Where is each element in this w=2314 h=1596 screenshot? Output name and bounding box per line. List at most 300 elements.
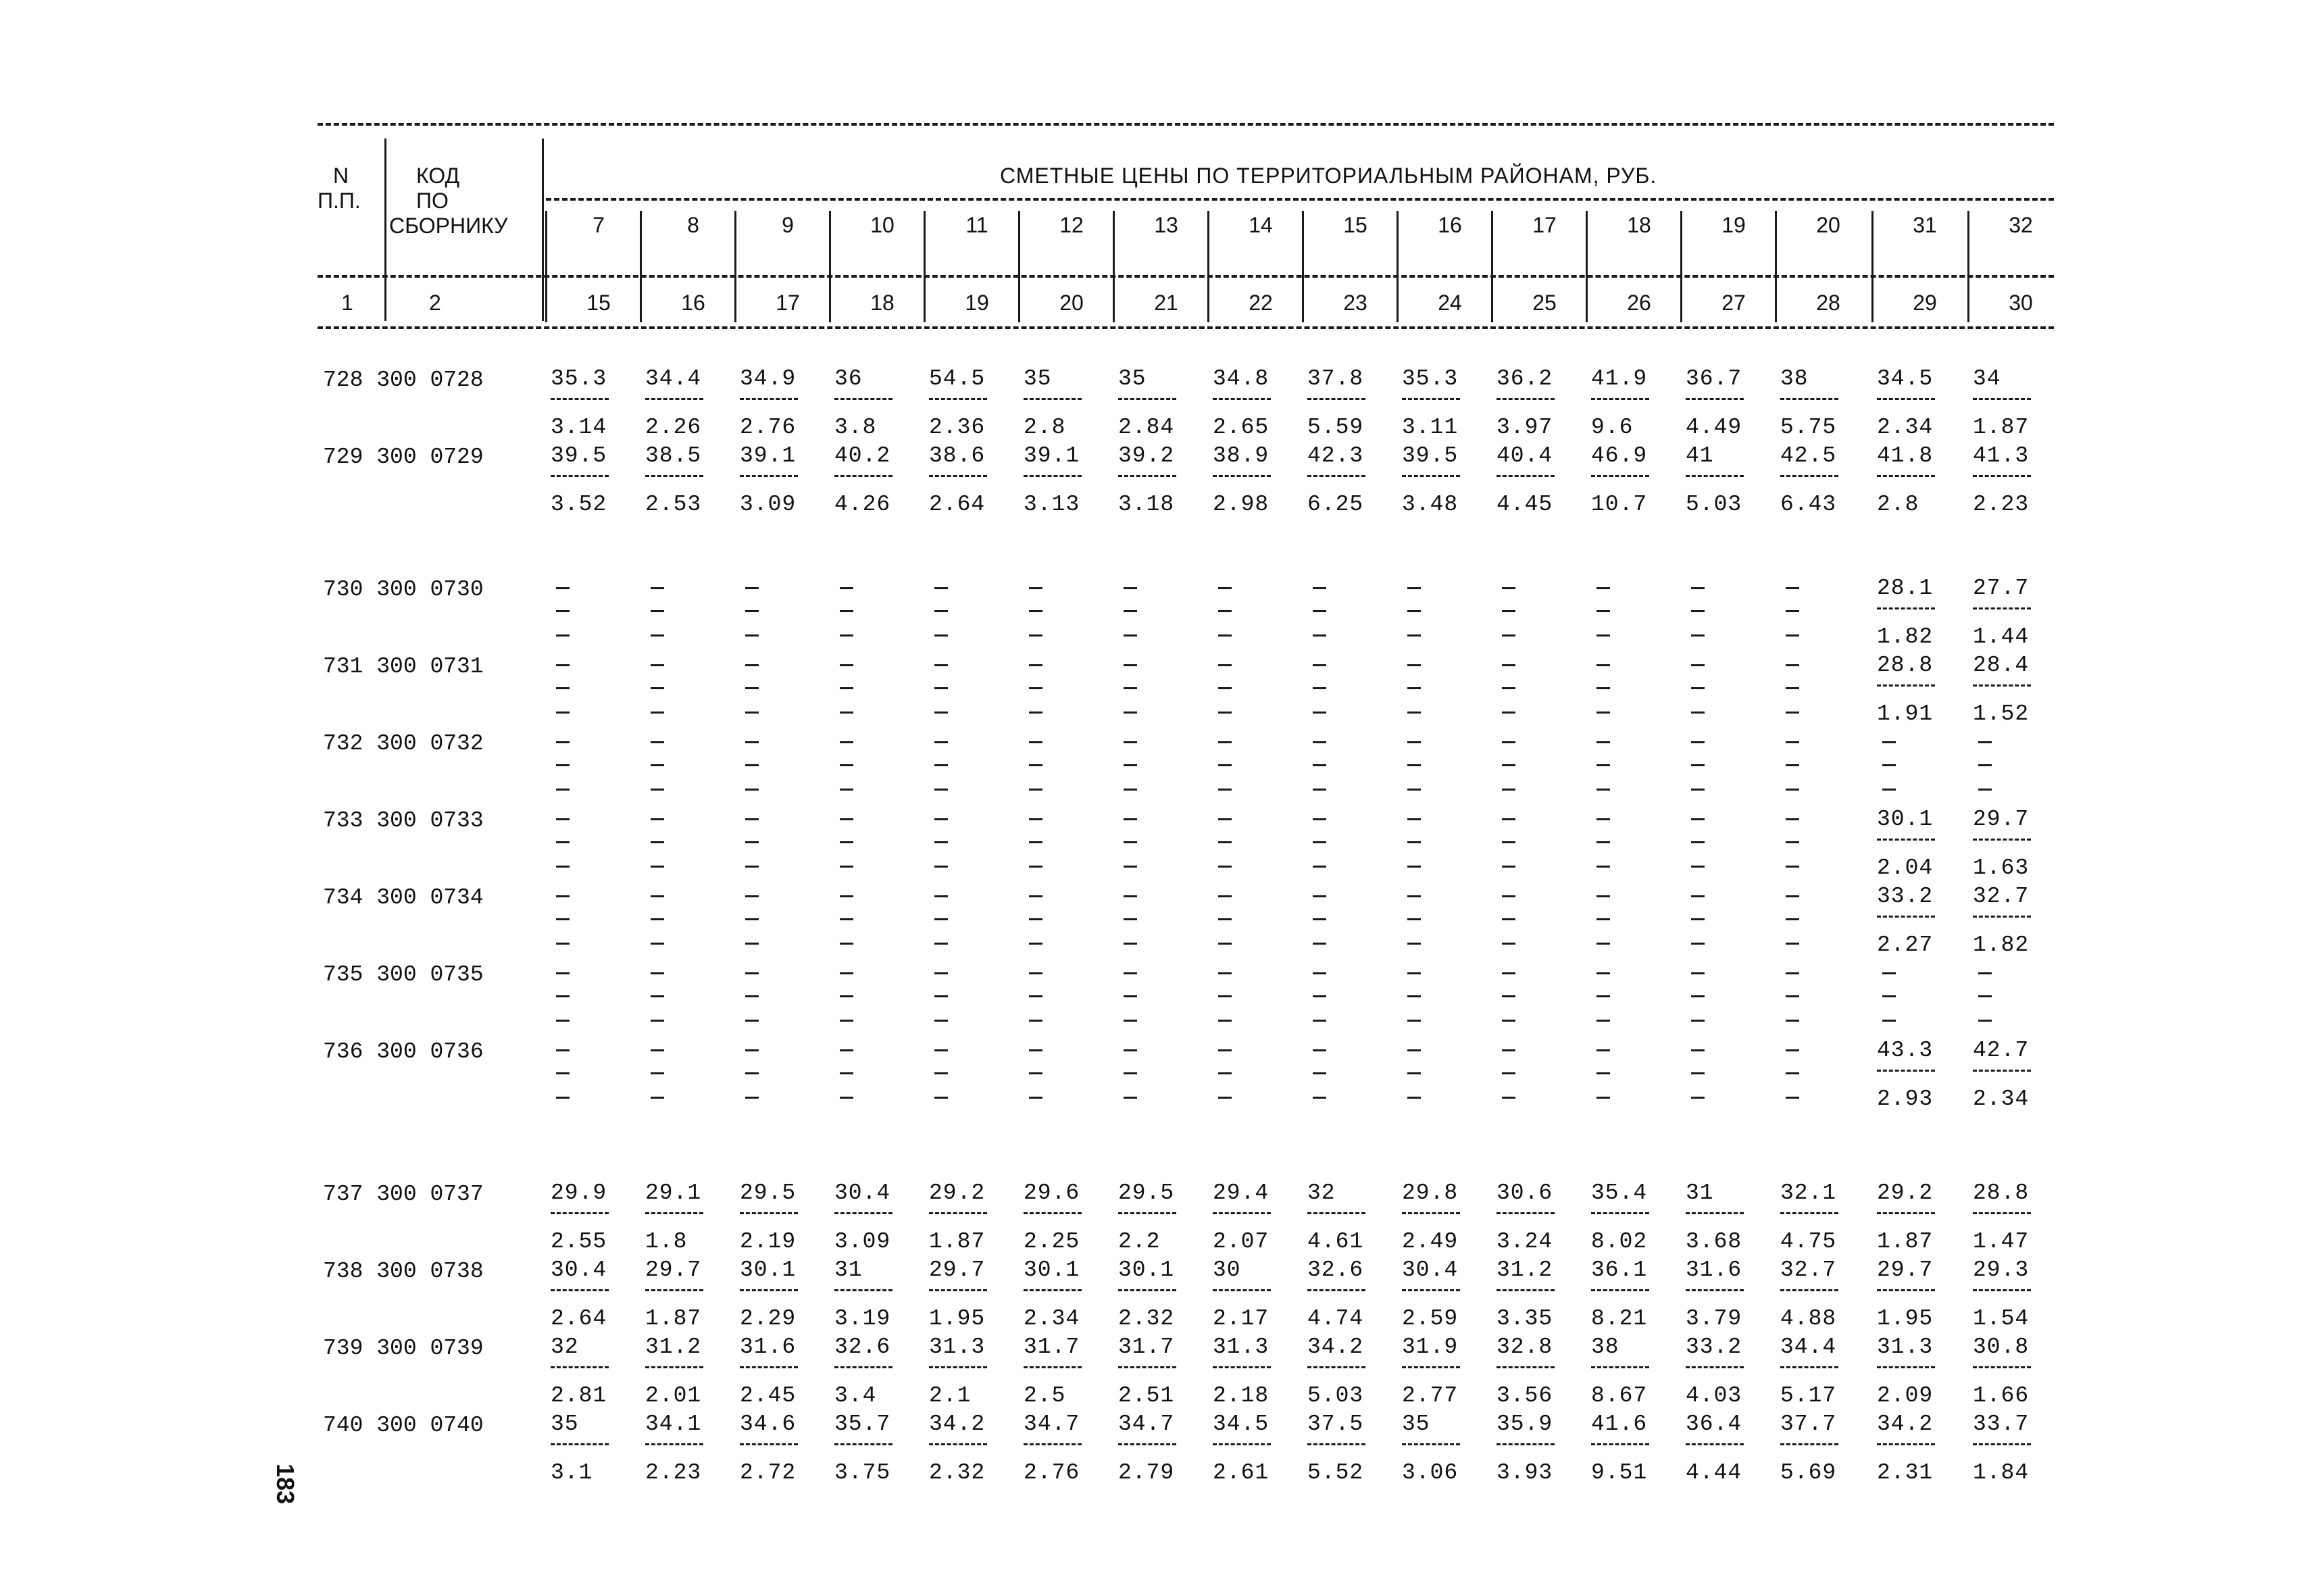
empty-value-dash xyxy=(1978,741,1992,743)
empty-value-dash xyxy=(1786,895,1799,897)
empty-value-dash xyxy=(1691,687,1705,689)
wage-value: 3.24 xyxy=(1496,1229,1553,1254)
wage-value: 4.03 xyxy=(1686,1383,1742,1408)
price-value: 30.4 xyxy=(834,1180,891,1205)
row-number: 732 xyxy=(323,731,363,756)
wage-value: 3.79 xyxy=(1686,1306,1742,1331)
empty-value-dash xyxy=(1218,841,1232,843)
header-vsep-2 xyxy=(542,139,544,321)
price-value: 32.1 xyxy=(1780,1180,1837,1205)
empty-value-dash xyxy=(934,634,948,637)
empty-value-dash xyxy=(1124,841,1137,843)
price-value: 36.4 xyxy=(1686,1412,1742,1437)
price-value: 34.5 xyxy=(1213,1412,1269,1437)
region-col-header: 13 xyxy=(1154,213,1178,237)
empty-value-dash xyxy=(1313,610,1326,612)
wage-value: 1.95 xyxy=(929,1306,986,1331)
wage-value: 2.34 xyxy=(1877,415,1934,440)
fraction-rule xyxy=(1307,475,1365,477)
empty-value-dash xyxy=(1596,1072,1610,1074)
empty-value-dash xyxy=(1313,587,1326,589)
wage-value: 8.02 xyxy=(1591,1229,1648,1254)
wage-value: 5.03 xyxy=(1307,1383,1364,1408)
header-sub-rule xyxy=(318,275,2054,278)
empty-value-dash xyxy=(556,841,570,843)
price-value: 42.5 xyxy=(1780,443,1837,468)
price-value: 41.9 xyxy=(1591,366,1648,391)
wage-value: 3.52 xyxy=(551,492,607,517)
empty-value-dash xyxy=(556,741,570,743)
fraction-rule xyxy=(740,398,798,400)
empty-value-dash xyxy=(1218,972,1232,974)
fraction-rule xyxy=(1973,916,2031,918)
empty-value-dash xyxy=(651,634,664,637)
empty-value-dash xyxy=(1407,634,1421,637)
fraction-rule xyxy=(1118,475,1176,477)
price-value: 41.6 xyxy=(1591,1412,1648,1437)
fraction-rule xyxy=(1877,607,1935,609)
empty-value-dash xyxy=(1786,818,1799,820)
empty-value-dash xyxy=(1313,918,1326,920)
price-value: 35.3 xyxy=(551,366,607,391)
wage-value: 4.26 xyxy=(834,492,891,517)
empty-value-dash xyxy=(840,995,853,997)
empty-value-dash xyxy=(745,866,759,868)
empty-value-dash xyxy=(651,687,664,689)
fraction-rule xyxy=(1118,1443,1176,1445)
empty-value-dash xyxy=(1124,687,1137,689)
empty-value-dash xyxy=(1313,995,1326,997)
fraction-rule xyxy=(740,1289,798,1291)
empty-value-dash xyxy=(1407,866,1421,868)
empty-value-dash xyxy=(1596,1097,1610,1099)
empty-value-dash xyxy=(1691,789,1705,791)
empty-value-dash xyxy=(934,995,948,997)
region-index-number: 29 xyxy=(1913,291,1937,315)
fraction-rule xyxy=(1973,398,2031,400)
empty-value-dash xyxy=(1124,587,1137,589)
empty-value-dash xyxy=(1029,866,1042,868)
empty-value-dash xyxy=(840,895,853,897)
wage-value: 10.7 xyxy=(1591,492,1648,517)
table-row-label xyxy=(323,732,484,756)
price-value: 37.5 xyxy=(1307,1412,1364,1437)
empty-value-dash xyxy=(1029,664,1042,666)
empty-value-dash xyxy=(556,764,570,766)
price-value: 39.1 xyxy=(740,443,797,468)
wage-value: 1.44 xyxy=(1973,624,2030,649)
empty-value-dash xyxy=(1407,687,1421,689)
empty-value-dash xyxy=(1786,1020,1799,1022)
fraction-rule xyxy=(740,1443,798,1445)
empty-value-dash xyxy=(1596,972,1610,974)
row-code: 300 0733 xyxy=(376,808,484,833)
empty-value-dash xyxy=(1313,943,1326,945)
price-value: 38.5 xyxy=(645,443,702,468)
price-value: 30.8 xyxy=(1973,1335,2030,1360)
empty-value-dash xyxy=(745,664,759,666)
row-code: 300 0738 xyxy=(376,1259,484,1284)
empty-value-dash xyxy=(1502,587,1515,589)
empty-value-dash xyxy=(1124,664,1137,666)
header-col-code-2: ПО xyxy=(416,189,449,213)
empty-value-dash xyxy=(840,1049,853,1051)
price-value: 34.1 xyxy=(645,1412,702,1437)
price-value: 35 xyxy=(1402,1412,1430,1437)
price-value: 34.4 xyxy=(645,366,702,391)
wage-value: 2.51 xyxy=(1118,1383,1175,1408)
empty-value-dash xyxy=(1124,610,1137,612)
wage-value: 3.09 xyxy=(834,1229,891,1254)
table-row-label xyxy=(323,1337,484,1361)
price-value: 34.9 xyxy=(740,366,797,391)
empty-value-dash xyxy=(651,1072,664,1074)
region-col-separator xyxy=(1397,211,1399,322)
header-col-code-1: КОД xyxy=(416,164,460,188)
price-value: 36.2 xyxy=(1496,366,1553,391)
region-col-header: 16 xyxy=(1438,213,1462,237)
empty-value-dash xyxy=(1218,664,1232,666)
empty-value-dash xyxy=(1124,741,1137,743)
wage-value: 2.23 xyxy=(645,1460,702,1485)
price-value: 39.5 xyxy=(1402,443,1459,468)
region-col-header: 11 xyxy=(965,213,988,237)
empty-value-dash xyxy=(651,818,664,820)
empty-value-dash xyxy=(840,841,853,843)
price-value: 39.2 xyxy=(1118,443,1175,468)
region-col-header: 17 xyxy=(1532,213,1557,237)
wage-value: 2.55 xyxy=(551,1229,607,1254)
empty-value-dash xyxy=(651,972,664,974)
empty-value-dash xyxy=(1218,1097,1232,1099)
empty-value-dash xyxy=(1596,918,1610,920)
wage-value: 2.34 xyxy=(1973,1087,2030,1112)
row-code: 300 0735 xyxy=(376,962,484,987)
price-value: 35.3 xyxy=(1402,366,1459,391)
region-index-number: 25 xyxy=(1532,291,1557,315)
empty-value-dash xyxy=(1124,1020,1137,1022)
empty-value-dash xyxy=(1218,634,1232,637)
fraction-rule xyxy=(1877,1289,1935,1291)
table-row-label xyxy=(323,445,484,470)
fraction-rule xyxy=(1591,1443,1649,1445)
row-number: 734 xyxy=(323,885,363,910)
fraction-rule xyxy=(1402,1366,1460,1368)
region-col-separator xyxy=(1775,211,1777,322)
fraction-rule xyxy=(929,1212,987,1214)
fraction-rule xyxy=(1118,1366,1176,1368)
wage-value: 2.76 xyxy=(740,415,797,440)
empty-value-dash xyxy=(1502,712,1515,714)
page-number: 183 xyxy=(272,1463,300,1505)
price-value: 38.9 xyxy=(1213,443,1269,468)
empty-value-dash xyxy=(1407,943,1421,945)
wage-value: 2.04 xyxy=(1877,855,1934,880)
empty-value-dash xyxy=(934,664,948,666)
region-col-header: 32 xyxy=(2009,213,2033,237)
wage-value: 3.35 xyxy=(1496,1306,1553,1331)
empty-value-dash xyxy=(1596,610,1610,612)
fraction-rule xyxy=(1686,1443,1744,1445)
empty-value-dash xyxy=(1596,895,1610,897)
region-col-separator xyxy=(640,211,642,322)
fraction-rule xyxy=(1780,1443,1838,1445)
row-number: 728 xyxy=(323,368,363,393)
empty-value-dash xyxy=(1691,634,1705,637)
empty-value-dash xyxy=(1407,1020,1421,1022)
price-value: 38 xyxy=(1591,1335,1619,1360)
empty-value-dash xyxy=(745,943,759,945)
fraction-rule xyxy=(551,1366,609,1368)
fraction-rule xyxy=(1118,398,1176,400)
wage-value: 2.23 xyxy=(1973,492,2030,517)
empty-value-dash xyxy=(1218,764,1232,766)
empty-value-dash xyxy=(1313,741,1326,743)
wage-value: 2.84 xyxy=(1118,415,1175,440)
fraction-rule xyxy=(1307,1366,1365,1368)
empty-value-dash xyxy=(745,687,759,689)
empty-value-dash xyxy=(1502,634,1515,637)
empty-value-dash xyxy=(556,587,570,589)
price-value: 35 xyxy=(1024,366,1052,391)
region-index-number: 16 xyxy=(681,291,705,315)
fraction-rule xyxy=(1686,1212,1744,1214)
empty-value-dash xyxy=(1313,1097,1326,1099)
empty-value-dash xyxy=(840,918,853,920)
wage-value: 2.93 xyxy=(1877,1087,1934,1112)
row-code: 300 0731 xyxy=(376,654,484,679)
region-col-separator xyxy=(1113,211,1115,322)
wage-value: 3.14 xyxy=(551,415,607,440)
empty-value-dash xyxy=(1313,789,1326,791)
fraction-rule xyxy=(1973,1289,2031,1291)
price-value: 42.7 xyxy=(1973,1038,2030,1063)
empty-value-dash xyxy=(840,741,853,743)
fraction-rule xyxy=(1402,1443,1460,1445)
header-bottom-rule xyxy=(318,326,2054,329)
wage-value: 2.49 xyxy=(1402,1229,1459,1254)
region-col-separator xyxy=(1018,211,1020,322)
empty-value-dash xyxy=(651,995,664,997)
fraction-rule xyxy=(1496,1212,1555,1214)
price-value: 30.4 xyxy=(1402,1257,1459,1282)
region-col-header: 9 xyxy=(782,213,794,237)
region-col-header: 14 xyxy=(1249,213,1273,237)
region-index-number: 28 xyxy=(1816,291,1840,315)
fraction-rule xyxy=(1024,1366,1082,1368)
empty-value-dash xyxy=(1502,818,1515,820)
fraction-rule xyxy=(834,1443,892,1445)
empty-value-dash xyxy=(1502,895,1515,897)
price-value: 34.2 xyxy=(929,1412,986,1437)
empty-value-dash xyxy=(1407,972,1421,974)
empty-value-dash xyxy=(1313,818,1326,820)
price-value: 29.2 xyxy=(929,1180,986,1205)
empty-value-dash xyxy=(651,1097,664,1099)
price-value: 28.8 xyxy=(1973,1180,2030,1205)
table-row-label xyxy=(323,886,484,910)
header-col-pp: П.П. xyxy=(318,189,361,213)
empty-value-dash xyxy=(1596,841,1610,843)
price-value: 54.5 xyxy=(929,366,986,391)
empty-value-dash xyxy=(1691,818,1705,820)
empty-value-dash xyxy=(745,895,759,897)
wage-value: 4.74 xyxy=(1307,1306,1364,1331)
price-value: 39.5 xyxy=(551,443,607,468)
price-value: 29.6 xyxy=(1024,1180,1080,1205)
empty-value-dash xyxy=(1218,610,1232,612)
empty-value-dash xyxy=(1786,918,1799,920)
empty-value-dash xyxy=(840,687,853,689)
price-value: 31.7 xyxy=(1118,1335,1175,1360)
price-value: 31 xyxy=(1686,1180,1714,1205)
empty-value-dash xyxy=(651,918,664,920)
wage-value: 3.1 xyxy=(551,1460,593,1485)
price-value: 36 xyxy=(834,366,863,391)
price-value: 30.1 xyxy=(1118,1257,1175,1282)
empty-value-dash xyxy=(1029,1097,1042,1099)
fraction-rule xyxy=(1307,1289,1365,1291)
wage-value: 2.81 xyxy=(551,1383,607,1408)
empty-value-dash xyxy=(1596,664,1610,666)
empty-value-dash xyxy=(1029,1049,1042,1051)
price-value: 30.6 xyxy=(1496,1180,1553,1205)
empty-value-dash xyxy=(1691,972,1705,974)
empty-value-dash xyxy=(934,943,948,945)
fraction-rule xyxy=(1780,1212,1838,1214)
price-value: 31.2 xyxy=(645,1335,702,1360)
wage-value: 2.8 xyxy=(1877,492,1919,517)
empty-value-dash xyxy=(1882,972,1896,974)
table-row-label xyxy=(323,1260,484,1284)
price-value: 34.4 xyxy=(1780,1335,1837,1360)
fraction-rule xyxy=(834,398,892,400)
fraction-rule xyxy=(645,1443,703,1445)
empty-value-dash xyxy=(1218,741,1232,743)
empty-value-dash xyxy=(1502,664,1515,666)
empty-value-dash xyxy=(651,712,664,714)
empty-value-dash xyxy=(1786,712,1799,714)
empty-value-dash xyxy=(840,1097,853,1099)
empty-value-dash xyxy=(1124,634,1137,637)
fraction-rule xyxy=(1780,1289,1838,1291)
table-row-label xyxy=(323,1040,484,1064)
empty-value-dash xyxy=(556,866,570,868)
region-index-number: 22 xyxy=(1249,291,1273,315)
price-value: 29.5 xyxy=(740,1180,797,1205)
wage-value: 1.82 xyxy=(1973,932,2030,957)
price-value: 35.9 xyxy=(1496,1412,1553,1437)
price-value: 30 xyxy=(1213,1257,1241,1282)
fraction-rule xyxy=(1496,398,1555,400)
wage-value: 2.53 xyxy=(645,492,702,517)
region-col-separator xyxy=(1680,211,1682,322)
empty-value-dash xyxy=(1502,1097,1515,1099)
empty-value-dash xyxy=(840,818,853,820)
empty-value-dash xyxy=(1596,995,1610,997)
fraction-rule xyxy=(740,1212,798,1214)
region-col-header: 15 xyxy=(1343,213,1367,237)
empty-value-dash xyxy=(556,1020,570,1022)
region-index-number: 15 xyxy=(586,291,611,315)
fraction-rule xyxy=(834,475,892,477)
empty-value-dash xyxy=(1313,712,1326,714)
empty-value-dash xyxy=(745,818,759,820)
empty-value-dash xyxy=(1029,741,1042,743)
empty-value-dash xyxy=(1218,943,1232,945)
empty-value-dash xyxy=(1502,995,1515,997)
fraction-rule xyxy=(1402,1212,1460,1214)
empty-value-dash xyxy=(1313,687,1326,689)
wage-value: 1.87 xyxy=(929,1229,986,1254)
wage-value: 3.09 xyxy=(740,492,797,517)
empty-value-dash xyxy=(934,841,948,843)
wage-value: 2.34 xyxy=(1024,1306,1080,1331)
wage-value: 3.13 xyxy=(1024,492,1080,517)
header-col-n: N xyxy=(333,164,349,188)
empty-value-dash xyxy=(1978,995,1992,997)
wage-value: 1.91 xyxy=(1877,701,1934,726)
fraction-rule xyxy=(1402,398,1460,400)
empty-value-dash xyxy=(840,634,853,637)
wage-value: 2.64 xyxy=(551,1306,607,1331)
region-index-number: 20 xyxy=(1059,291,1084,315)
fraction-rule xyxy=(551,1212,609,1214)
empty-value-dash xyxy=(745,712,759,714)
empty-value-dash xyxy=(840,1020,853,1022)
empty-value-dash xyxy=(745,634,759,637)
empty-value-dash xyxy=(651,610,664,612)
empty-value-dash xyxy=(1691,1049,1705,1051)
fraction-rule xyxy=(1973,1443,2031,1445)
region-index-number: 24 xyxy=(1438,291,1462,315)
empty-value-dash xyxy=(1691,1020,1705,1022)
empty-value-dash xyxy=(1124,866,1137,868)
row-code: 300 0729 xyxy=(376,445,484,470)
empty-value-dash xyxy=(1029,587,1042,589)
empty-value-dash xyxy=(1786,789,1799,791)
empty-value-dash xyxy=(556,972,570,974)
price-value: 31.3 xyxy=(1877,1335,1934,1360)
empty-value-dash xyxy=(934,1020,948,1022)
fraction-rule xyxy=(834,1212,892,1214)
price-value: 31.9 xyxy=(1402,1335,1459,1360)
empty-value-dash xyxy=(1596,818,1610,820)
wage-value: 3.97 xyxy=(1496,415,1553,440)
wage-value: 2.29 xyxy=(740,1306,797,1331)
empty-value-dash xyxy=(1502,918,1515,920)
wage-value: 3.19 xyxy=(834,1306,891,1331)
fraction-rule xyxy=(1307,1212,1365,1214)
empty-value-dash xyxy=(1786,764,1799,766)
wage-value: 2.61 xyxy=(1213,1460,1269,1485)
price-value: 30.1 xyxy=(1877,807,1934,832)
empty-value-dash xyxy=(556,712,570,714)
empty-value-dash xyxy=(1029,895,1042,897)
wage-value: 1.82 xyxy=(1877,624,1934,649)
wage-value: 8.67 xyxy=(1591,1383,1648,1408)
empty-value-dash xyxy=(1313,1049,1326,1051)
price-value: 29.4 xyxy=(1213,1180,1269,1205)
table-row-label xyxy=(323,1414,484,1438)
price-value: 34.6 xyxy=(740,1412,797,1437)
empty-value-dash xyxy=(1786,995,1799,997)
empty-value-dash xyxy=(1596,866,1610,868)
wage-value: 3.11 xyxy=(1402,415,1459,440)
price-value: 32.8 xyxy=(1496,1335,1553,1360)
price-value: 27.7 xyxy=(1973,576,2030,601)
empty-value-dash xyxy=(651,587,664,589)
